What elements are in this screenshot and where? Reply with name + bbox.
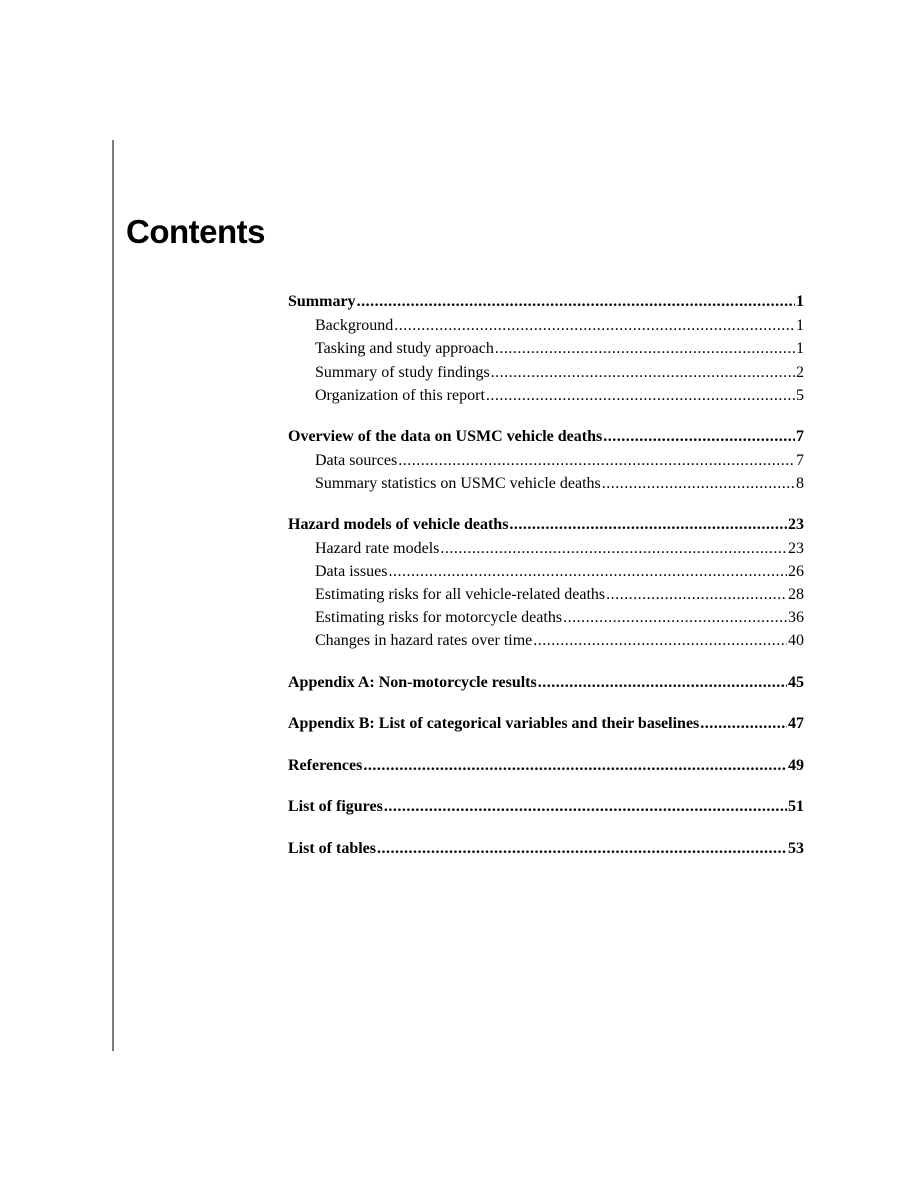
toc-page-number: 1 <box>796 340 804 357</box>
dot-leader <box>388 561 787 583</box>
toc-section-entry[interactable] <box>288 755 804 777</box>
toc-page-number: 47 <box>788 715 804 732</box>
toc-entry-title: Organization of this report <box>315 387 485 404</box>
toc-page-number: 1 <box>796 293 804 310</box>
dot-leader <box>394 315 795 337</box>
toc-entry-title: Changes in hazard rates over time <box>315 632 533 649</box>
toc-page-number: 40 <box>788 632 804 649</box>
toc-page-number: 26 <box>788 563 804 580</box>
toc-page-number: 7 <box>796 452 804 469</box>
toc-subsection-entry[interactable] <box>288 450 804 472</box>
toc-subsection-entry[interactable] <box>288 538 804 560</box>
toc-section-entry[interactable] <box>288 713 804 735</box>
toc-entry-title: Appendix B: List of categorical variables and their baselines <box>288 715 700 732</box>
dot-leader <box>486 385 795 407</box>
toc-subsection-entry[interactable] <box>288 315 804 337</box>
toc-subsection-entry[interactable] <box>288 385 804 407</box>
dot-leader <box>533 630 787 652</box>
dot-leader <box>398 450 795 472</box>
dot-leader <box>606 584 787 606</box>
toc-subsection-entry[interactable] <box>288 473 804 495</box>
toc-page-number: 23 <box>788 516 804 533</box>
toc-subsection-entry[interactable] <box>288 607 804 629</box>
toc-entry-title: Estimating risks for all vehicle-related deaths <box>315 586 606 603</box>
page-title: Contents <box>126 213 265 250</box>
toc-subsection-entry[interactable] <box>288 561 804 583</box>
toc-subsection-entry[interactable] <box>288 338 804 360</box>
dot-leader <box>602 473 795 495</box>
toc-page-number: 2 <box>796 364 804 381</box>
dot-leader <box>563 607 787 629</box>
toc-entry-title: References <box>288 757 363 774</box>
toc-entry-title: List of figures <box>288 798 383 815</box>
toc-entry-title: Hazard models of vehicle deaths <box>288 516 509 533</box>
toc-page-number: 1 <box>796 317 804 334</box>
toc-entry-title: Background <box>315 317 394 334</box>
dot-leader <box>700 713 787 735</box>
toc-entry-title: Hazard rate models <box>315 540 440 557</box>
toc-entry-title: List of tables <box>288 840 376 857</box>
toc-section-entry[interactable] <box>288 796 804 818</box>
toc-page-number: 36 <box>788 609 804 626</box>
dot-leader <box>384 796 787 818</box>
dot-leader <box>363 755 787 777</box>
dot-leader <box>357 291 795 313</box>
dot-leader <box>377 838 787 860</box>
toc-entry-title: Appendix A: Non-motorcycle results <box>288 674 537 691</box>
toc-page-number: 49 <box>788 757 804 774</box>
dot-leader <box>603 426 795 448</box>
toc-entry-title: Estimating risks for motorcycle deaths <box>315 609 563 626</box>
toc-entry-title: Data sources <box>315 452 398 469</box>
dot-leader <box>491 362 795 384</box>
toc-page-number: 45 <box>788 674 804 691</box>
toc-page-number: 51 <box>788 798 804 815</box>
toc-entry-title: Overview of the data on USMC vehicle deaths <box>288 428 603 445</box>
toc-page-number: 28 <box>788 586 804 603</box>
toc-entry-title: Summary of study findings <box>315 364 490 381</box>
table-of-contents <box>288 0 804 1191</box>
toc-page-number: 5 <box>796 387 804 404</box>
toc-section-entry[interactable] <box>288 838 804 860</box>
margin-rule <box>112 140 114 1051</box>
toc-section-entry[interactable] <box>288 514 804 536</box>
toc-section-entry[interactable] <box>288 291 804 313</box>
dot-leader <box>495 338 795 360</box>
toc-page-number: 23 <box>788 540 804 557</box>
toc-page-number: 53 <box>788 840 804 857</box>
toc-subsection-entry[interactable] <box>288 630 804 652</box>
dot-leader <box>538 672 787 694</box>
toc-subsection-entry[interactable] <box>288 362 804 384</box>
toc-page-number: 7 <box>796 428 804 445</box>
toc-entry-title: Summary <box>288 293 356 310</box>
toc-page-number: 8 <box>796 475 804 492</box>
toc-entry-title: Summary statistics on USMC vehicle deaths <box>315 475 601 492</box>
dot-leader <box>509 514 787 536</box>
toc-section-entry[interactable] <box>288 426 804 448</box>
toc-section-entry[interactable] <box>288 672 804 694</box>
toc-entry-title: Tasking and study approach <box>315 340 494 357</box>
toc-subsection-entry[interactable] <box>288 584 804 606</box>
toc-entry-title: Data issues <box>315 563 388 580</box>
dot-leader <box>440 538 787 560</box>
